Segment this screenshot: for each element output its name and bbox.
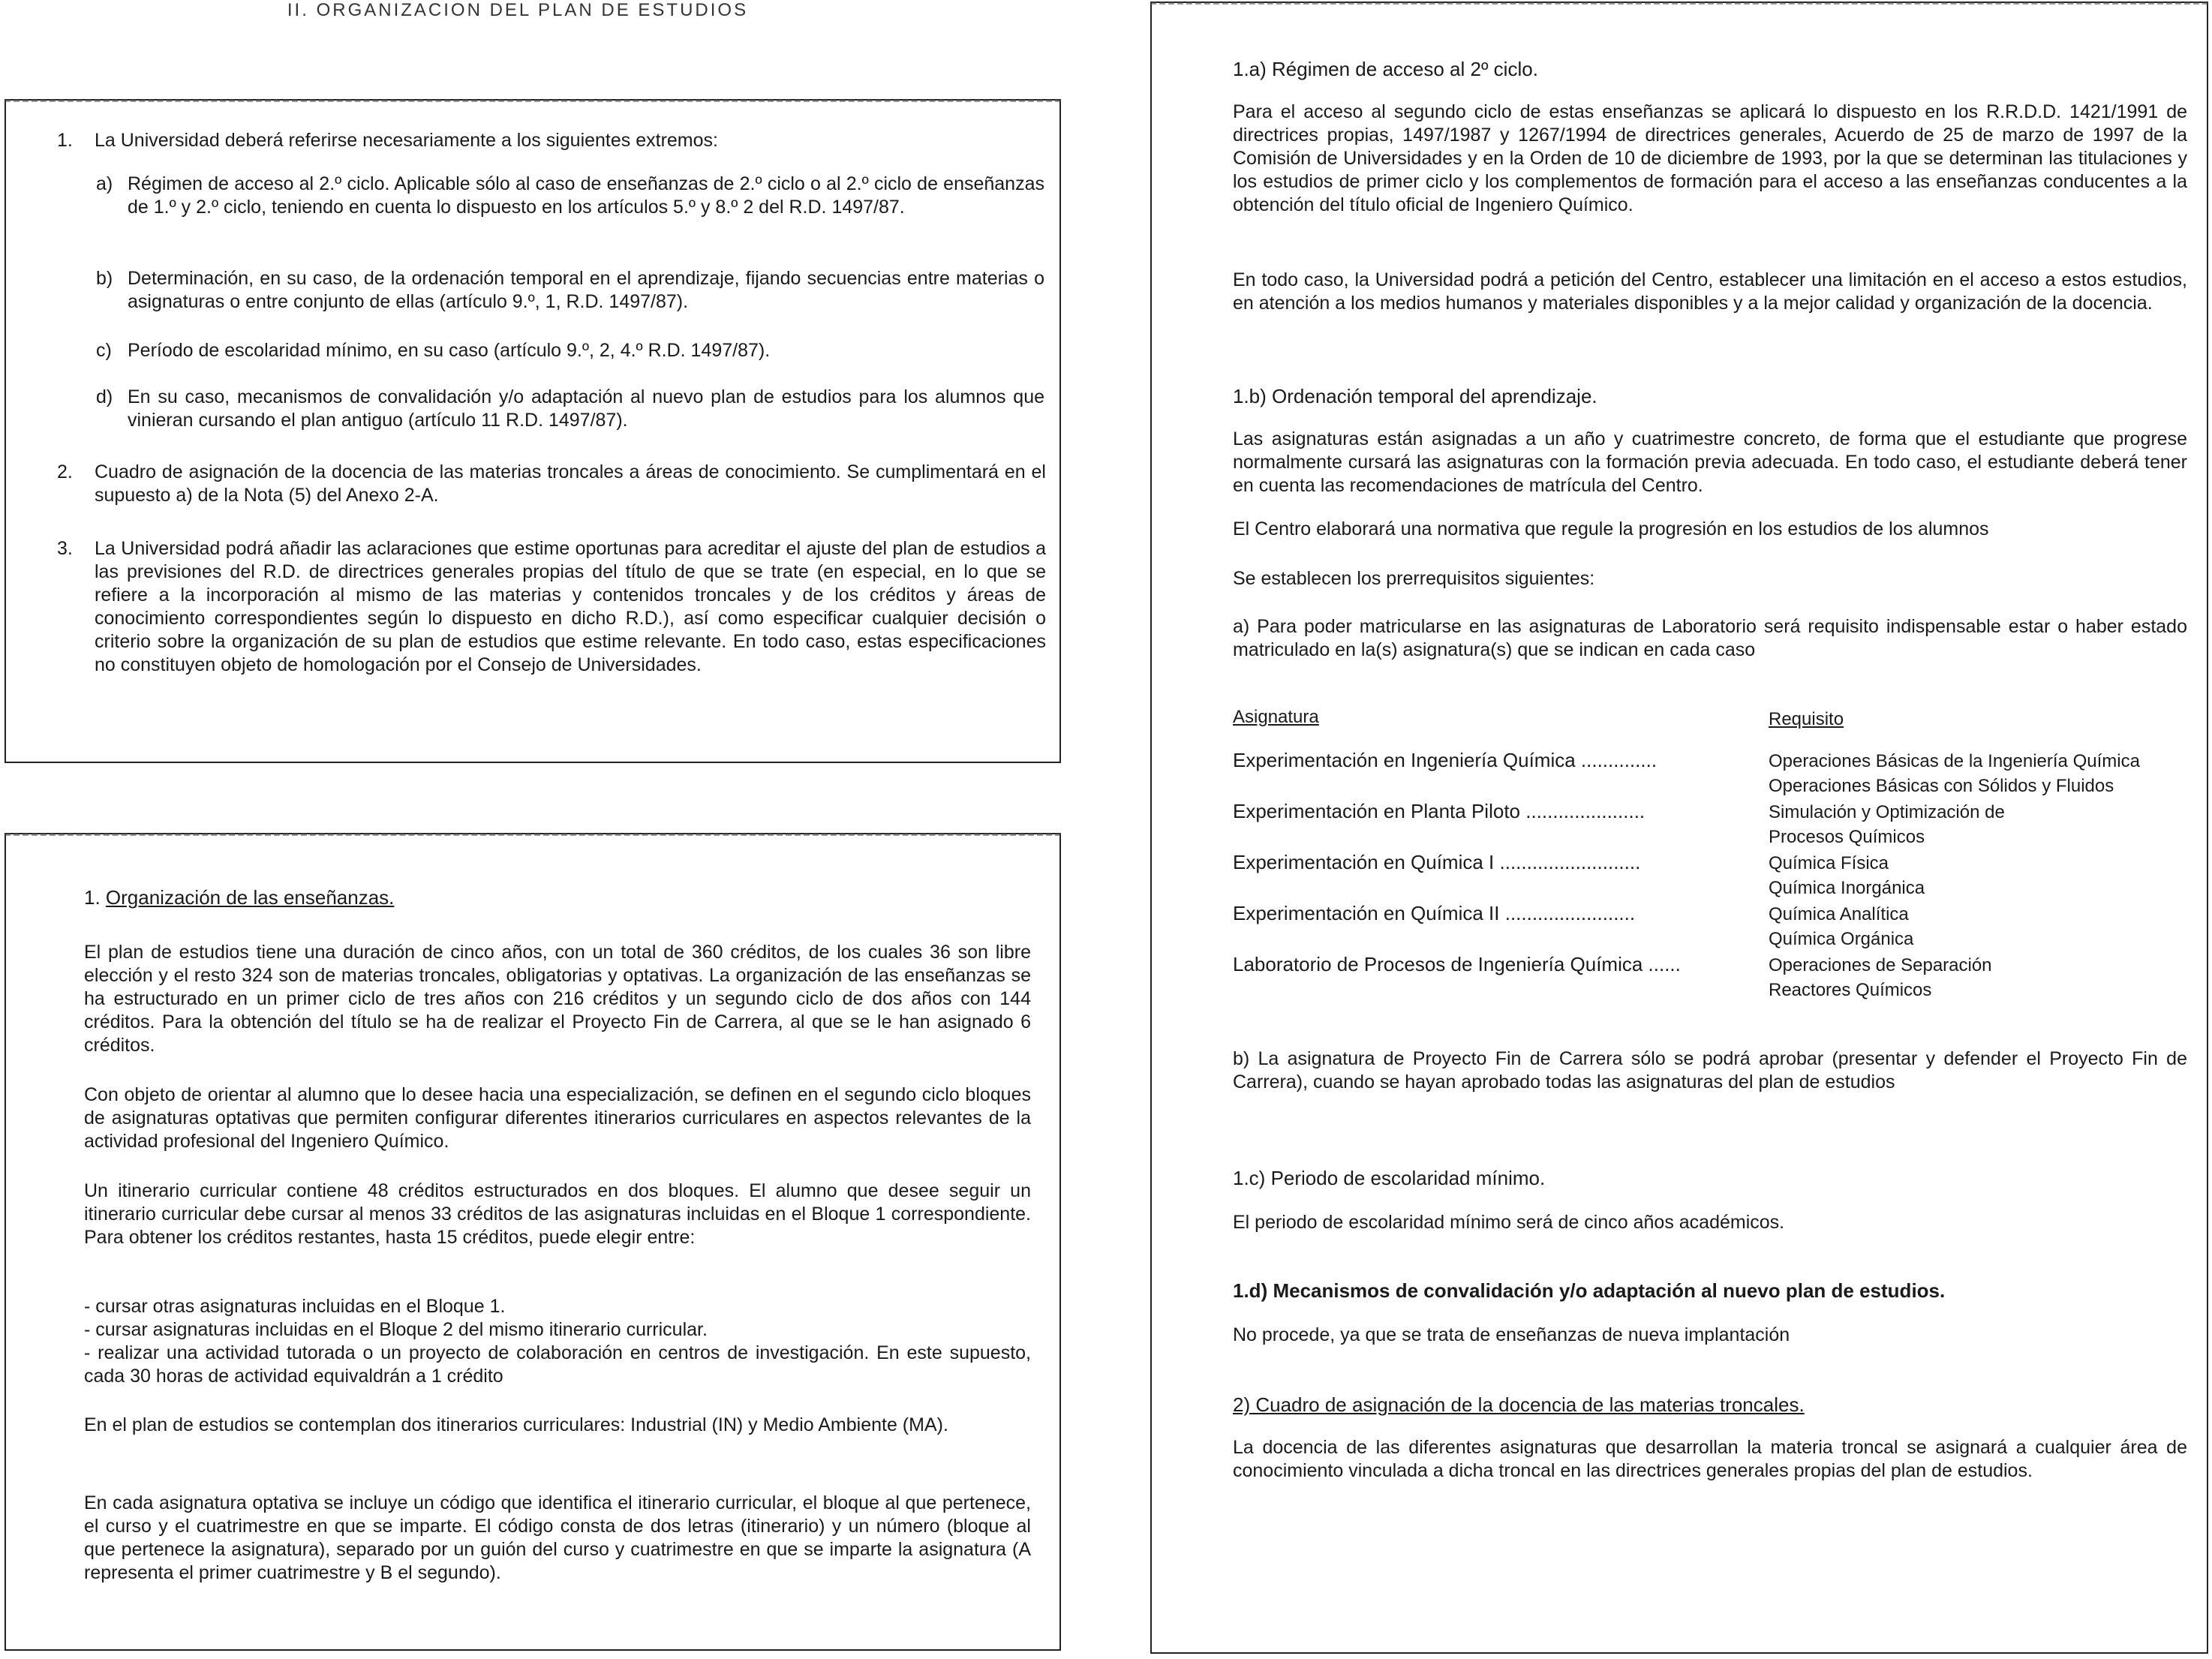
section-1b-paragraph-1: Las asignaturas están asignadas a un año y cuatrimestre concreto, de forma que el estudiante que progrese normalmente cursará las asignaturas con la formación previa adecuada. En todo caso, el estudiante deberá tener en cuenta las recomendaciones de matrícula del Centro. xyxy=(1233,428,2187,496)
section-1d-paragraph: No procede, ya que se trata de enseñanzas de nueva implantación xyxy=(1233,1324,1790,1345)
section-2-title: 2) Cuadro de asignación de la docencia de las materias troncales. xyxy=(1233,1393,1805,1416)
organization-paragraph-3: Un itinerario curricular contiene 48 créditos estructurados en dos bloques. El alumno que desee seguir un itinerario curricular debe cursar al menos 33 créditos de las asignaturas incluidas en el Bloque 1 correspondiente. Para obtener los créditos restantes, hasta 15 créditos, puede elegir entre: xyxy=(84,1180,1031,1248)
organization-paragraph-5: En cada asignatura optativa se incluye un código que identifica el itinerario curricular, el bloque al que pertenece, el curso y el cuatrimestre en que se imparte. El código consta de dos letras (itinerario) y un número (bloque al que pertenece la asignatura), separado por un guión del curso y cuatrimestre en que se imparte la asignatura (A representa el primer cuatrimestre y B el segundo). xyxy=(84,1492,1031,1583)
organization-paragraph-4: En el plan de estudios se contemplan dos itinerarios curriculares: Industrial (IN) y Medio Ambiente (MA). xyxy=(84,1414,948,1435)
section-1b-paragraph-a: a) Para poder matricularse en las asignaturas de Laboratorio será requisito indispensable estar o haber estado matriculado en la(s) asignatura(s) que se indican en cada caso xyxy=(1233,616,2187,660)
instruction-subitem-b: b) Determinación, en su caso, de la ordenación temporal en el aprendizaje, fijando secuencias entre materias o asignaturas o entre conjunto de ellas (artículo 9.º, 1, R.D. 1497/87). xyxy=(96,268,1044,312)
right-page-box xyxy=(1150,2,2208,1654)
list-item: - cursar asignaturas incluidas en el Bloque 2 del mismo itinerario curricular. xyxy=(84,1319,708,1340)
organization-options-list xyxy=(84,1295,1031,1388)
page-title: II. ORGANIZACION DEL PLAN DE ESTUDIOS xyxy=(287,0,749,20)
section-1b-paragraph-2: El Centro elaborará una normativa que regule la progresión en los estudios de los alumnos xyxy=(1233,518,1989,539)
section-1b-title: 1.b) Ordenación temporal del aprendizaje. xyxy=(1233,385,1597,407)
instruction-subitem-c: c) Período de escolaridad mínimo, en su caso (artículo 9.º, 2, 4.º R.D. 1497/87). xyxy=(96,340,771,361)
section-1a-title: 1.a) Régimen de acceso al 2º ciclo. xyxy=(1233,58,1538,80)
section-1c-paragraph: El periodo de escolaridad mínimo será de cinco años académicos. xyxy=(1233,1212,1785,1233)
instruction-item-1: 1. La Universidad deberá referirse necesariamente a los siguientes extremos: xyxy=(95,129,1046,152)
section-1c-title: 1.c) Periodo de escolaridad mínimo. xyxy=(1233,1167,1546,1189)
section-1a-paragraph-1: Para el acceso al segundo ciclo de estas enseñanzas se aplicará lo dispuesto en los R.R.D.D. 1421/1991 de directrices propias, 1497/1987 y 1267/1994 de directrices generales, Acuerdo de 25 de marzo de 1997 de la Comisión de Universidades y en la Orden de 10 de diciembre de 1993, por la que se determinan las titulaciones y los estudios de primer ciclo y los complementos de formación para el acceso a las enseñanzas conducentes a la obtención del título oficial de Ingeniero Químico. xyxy=(1233,101,2187,215)
list-item: - cursar otras asignaturas incluidas en el Bloque 1. xyxy=(84,1296,506,1317)
section-1d-title: 1.d) Mecanismos de convalidación y/o adaptación al nuevo plan de estudios. xyxy=(1233,1279,1946,1302)
organization-paragraph-1: El plan de estudios tiene una duración de cinco años, con un total de 360 créditos, de los cuales 36 son libre elección y el resto 324 son de materias troncales, obligatorias y optativas. La organización de las enseñanzas se ha estructurado en un primer ciclo de tres años con 216 créditos y un segundo ciclo de dos años con 144 créditos. Para la obtención del título se ha de realizar el Proyecto Fin de Carrera, al que se le han asignado 6 créditos. xyxy=(84,942,1031,1056)
instruction-item-2: 2. Cuadro de asignación de la docencia de las materias troncales a áreas de conocimiento. Se cumplimentará en el supuesto a) de la Nota (5) del Anexo 2-A. xyxy=(57,461,1046,506)
section-1b-paragraph-3: Se establecen los prerrequisitos siguientes: xyxy=(1233,568,1595,589)
instruction-text: La Universidad deberá referirse necesariamente a los siguientes extremos: xyxy=(95,130,718,151)
instruction-subitem-a: a) Régimen de acceso al 2.º ciclo. Aplicable sólo al caso de enseñanzas de 2.º ciclo o al 2.º ciclo de enseñanzas de 1.º y 2.º ciclo, teniendo en cuenta lo dispuesto en los artículos 5.º y 8.º 2 del R.D. 1497/87. xyxy=(96,173,1044,218)
instruction-subitem-d: d) En su caso, mecanismos de convalidación y/o adaptación al nuevo plan de estudios para los alumnos que vinieran cursando el plan antiguo (artículo 11 R.D. 1497/87). xyxy=(96,386,1044,431)
instruction-item-3: 3. La Universidad podrá añadir las aclaraciones que estime oportunas para acreditar el ajuste del plan de estudios a las previsiones del R.D. de directrices generales propias del título de que se trate (en especial, en lo que se refiere a la incorporación al mismo de las materias y contenidos troncales y de los créditos y áreas de conocimiento correspondientes según lo dispuesto en dicho R.D.), así como especificar cualquier decisión o criterio sobre la organización de su plan de estudios que estime relevante. En todo caso, estas especificaciones no constituyen objeto de homologación por el Consejo de Universidades. xyxy=(57,538,1046,675)
list-item: - realizar una actividad tutorada o un proyecto de colaboración en centros de investigación. En este supuesto, cada 30 horas de actividad equivaldrán a 1 crédito xyxy=(84,1342,1031,1387)
section-1b-paragraph-b: b) La asignatura de Proyecto Fin de Carrera sólo se podrá aprobar (presentar y defender el Proyecto Fin de Carrera), cuando se hayan aprobado todas las asignaturas del plan de estudios xyxy=(1233,1048,2187,1092)
section-2-paragraph: La docencia de las diferentes asignaturas que desarrollan la materia troncal se asignará a cualquier área de conocimiento vinculada a dicha troncal en las directrices generales propias del plan de estudios. xyxy=(1233,1437,2187,1481)
instructions-box xyxy=(5,99,1061,763)
column-header-subject: Asignatura xyxy=(1233,707,1319,727)
organization-heading: 1. Organización de las enseñanzas. xyxy=(84,886,395,909)
prerequisites-table: Asignatura Requisito Experimentación en Ingeniería Química .............. Operaciones Básicas de la Ingeniería Química Operaciones Básicas con Sólidos y Fluidos Experimentación en Planta Piloto ...................... Simulación y Optimización de Procesos Químicos Experimentación en Química I .......................... Química Física Química Inorgánica Experimentación en Química II ........................ Química Analítica Química Orgánica Laboratorio de Procesos de Ingeniería Química ...... Operaciones de Separación Reactores Químicos xyxy=(1233,707,2201,1007)
organization-box xyxy=(5,833,1061,1651)
organization-paragraph-2: Con objeto de orientar al alumno que lo desee hacia una especialización, se definen en el segundo ciclo bloques de asignaturas optativas que permiten configurar diferentes itinerarios curriculares en aspectos relevantes de la actividad profesional del Ingeniero Químico. xyxy=(84,1084,1031,1152)
column-header-requirement: Requisito xyxy=(1769,709,1844,729)
section-1a-paragraph-2: En todo caso, la Universidad podrá a petición del Centro, establecer una limitación en el acceso a estos estudios, en atención a los medios humanos y materiales disponibles y a la mejor calidad y organización de la docencia. xyxy=(1233,269,2187,314)
